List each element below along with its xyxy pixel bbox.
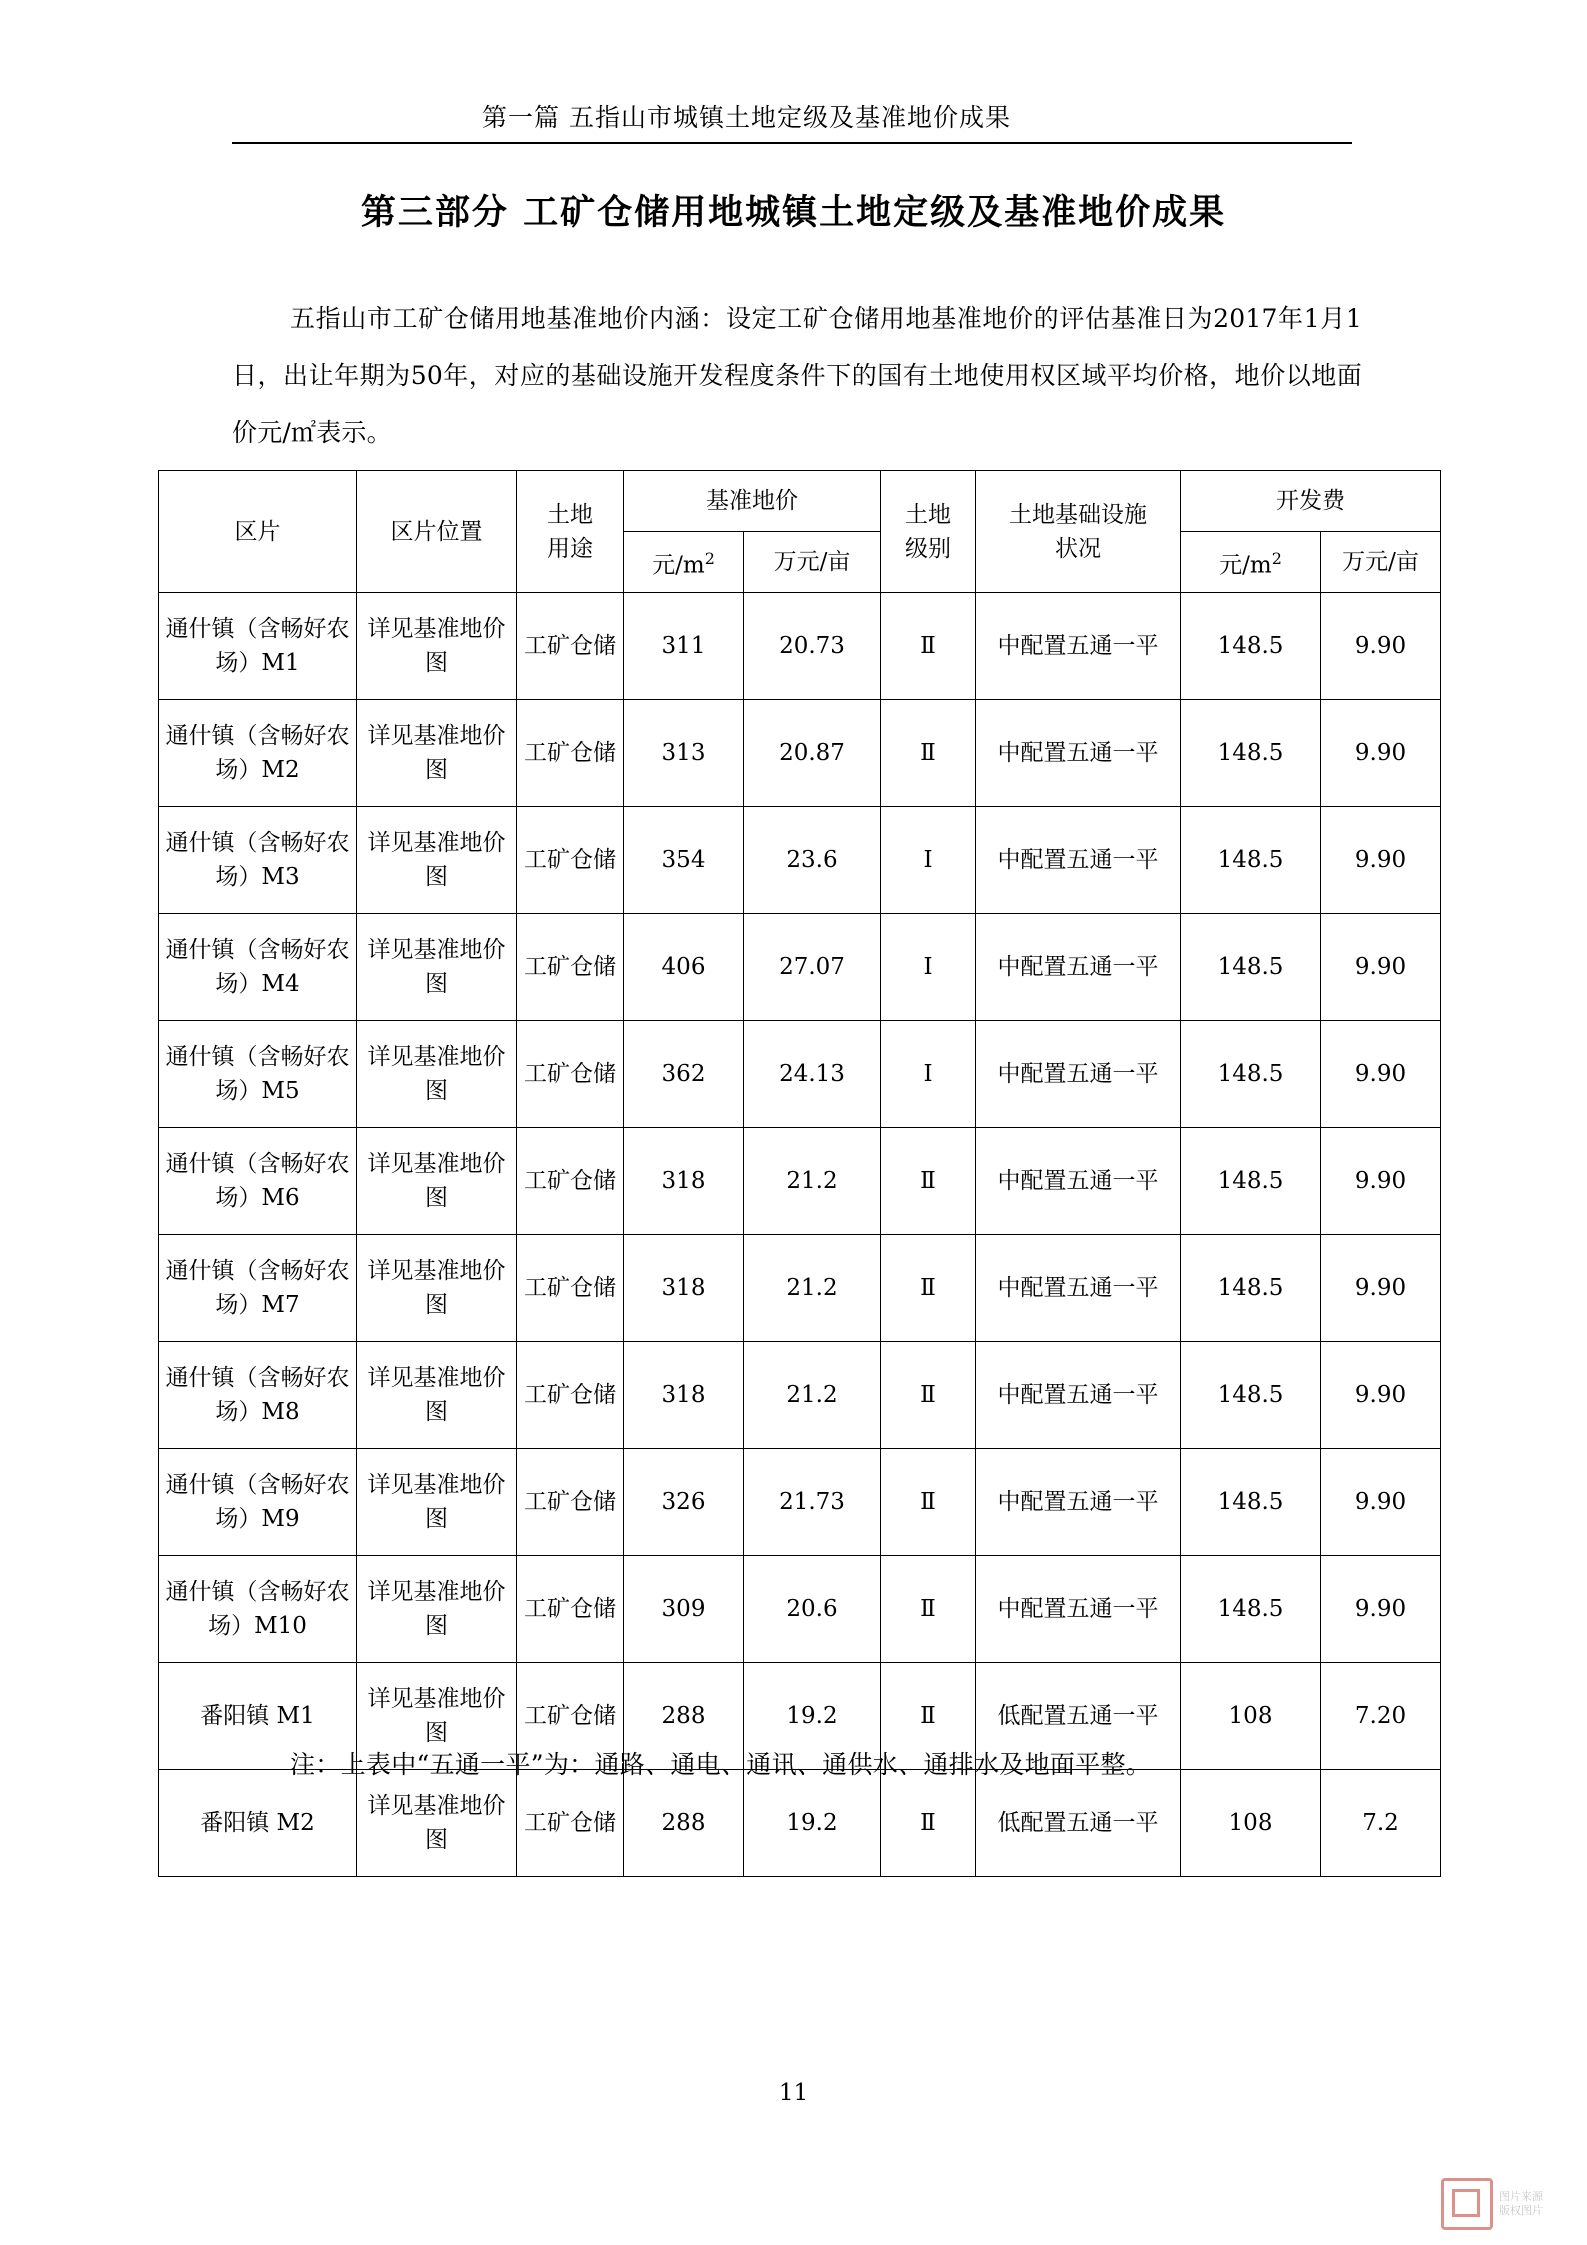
cell-price-per-mu: 20.87: [744, 700, 881, 807]
cell-fee-per-sqm: 108: [1181, 1770, 1321, 1877]
cell-price-per-sqm: 311: [624, 593, 744, 700]
cell-location: 详见基准地价图: [357, 1449, 517, 1556]
table-row: [159, 1235, 1441, 1342]
th-fee-per-sqm-sup: 2: [1271, 548, 1282, 568]
th-benchmark-price: 基准地价: [624, 471, 881, 532]
table-header-row-1: [159, 471, 1441, 532]
cell-land-use: 工矿仓储: [517, 1021, 624, 1128]
cell-grade: Ⅱ: [881, 1449, 976, 1556]
th-district: 区片: [159, 471, 357, 593]
cell-fee-per-mu: 9.90: [1321, 1235, 1441, 1342]
th-land-use-l1: 土地: [547, 501, 593, 528]
cell-price-per-mu: 19.2: [744, 1770, 881, 1877]
cell-land-use: 工矿仓储: [517, 1128, 624, 1235]
cell-land-use: 工矿仓储: [517, 1770, 624, 1877]
cell-location: 详见基准地价图: [357, 593, 517, 700]
cell-district: 番阳镇 M1: [159, 1663, 357, 1770]
cell-infrastructure: 低配置五通一平: [976, 1663, 1181, 1770]
running-header: [232, 98, 1352, 144]
cell-land-use: 工矿仓储: [517, 914, 624, 1021]
th-land-grade-l1: 土地: [905, 501, 951, 528]
cell-price-per-sqm: 354: [624, 807, 744, 914]
intro-paragraph: 五指山市工矿仓储用地基准地价内涵：设定工矿仓储用地基准地价的评估基准日为2017年1月1日，出让年期为50年，对应的基础设施开发程度条件下的国有土地使用权区域平均价格，地价以地面价元/㎡表示。: [232, 304, 1362, 447]
th-infrastructure-l1: 土地基础设施: [1009, 501, 1147, 528]
cell-location: 详见基准地价图: [357, 807, 517, 914]
th-price-per-sqm-sup: 2: [704, 548, 715, 568]
cell-fee-per-sqm: 148.5: [1181, 593, 1321, 700]
cell-fee-per-mu: 9.90: [1321, 1128, 1441, 1235]
table-note: 注：上表中“五通一平”为：通路、通电、通讯、通供水、通排水及地面平整。: [290, 1750, 1152, 1779]
cell-grade: Ⅱ: [881, 1556, 976, 1663]
cell-fee-per-sqm: 148.5: [1181, 1556, 1321, 1663]
cell-location: 详见基准地价图: [357, 1128, 517, 1235]
page-number: 11: [778, 2080, 809, 2106]
cell-land-use: 工矿仓储: [517, 1342, 624, 1449]
cell-fee-per-mu: 9.90: [1321, 914, 1441, 1021]
watermark-stamp: [1441, 2177, 1569, 2231]
cell-price-per-mu: 21.73: [744, 1449, 881, 1556]
cell-district: 通什镇（含畅好农场）M4: [159, 914, 357, 1021]
cell-price-per-sqm: 362: [624, 1021, 744, 1128]
cell-district: 通什镇（含畅好农场）M8: [159, 1342, 357, 1449]
cell-district: 通什镇（含畅好农场）M1: [159, 593, 357, 700]
cell-land-use: 工矿仓储: [517, 807, 624, 914]
table-row: [159, 807, 1441, 914]
cell-fee-per-sqm: 108: [1181, 1663, 1321, 1770]
th-infrastructure: [976, 471, 1181, 593]
cell-district: 通什镇（含畅好农场）M3: [159, 807, 357, 914]
th-price-per-sqm: [624, 532, 744, 593]
table-row: [159, 914, 1441, 1021]
cell-location: 详见基准地价图: [357, 700, 517, 807]
cell-grade: Ⅰ: [881, 914, 976, 1021]
cell-price-per-mu: 21.2: [744, 1128, 881, 1235]
cell-district: 通什镇（含畅好农场）M5: [159, 1021, 357, 1128]
cell-price-per-sqm: 406: [624, 914, 744, 1021]
cell-infrastructure: 中配置五通一平: [976, 1021, 1181, 1128]
cell-price-per-mu: 20.73: [744, 593, 881, 700]
watermark-icon: [1441, 2178, 1493, 2230]
watermark-line1: 图片来源: [1499, 2190, 1543, 2203]
cell-location: 详见基准地价图: [357, 1556, 517, 1663]
cell-land-use: 工矿仓储: [517, 1235, 624, 1342]
running-header-text: 第一篇 五指山市城镇土地定级及基准地价成果: [482, 103, 1011, 132]
cell-infrastructure: 中配置五通一平: [976, 914, 1181, 1021]
cell-location: 详见基准地价图: [357, 914, 517, 1021]
watermark-line2: 版权图片: [1499, 2204, 1543, 2217]
cell-district: 通什镇（含畅好农场）M9: [159, 1449, 357, 1556]
cell-location: 详见基准地价图: [357, 1021, 517, 1128]
cell-location: 详见基准地价图: [357, 1770, 517, 1877]
cell-infrastructure: 低配置五通一平: [976, 1770, 1181, 1877]
cell-land-use: 工矿仓储: [517, 1663, 624, 1770]
cell-grade: Ⅰ: [881, 1021, 976, 1128]
cell-price-per-sqm: 318: [624, 1342, 744, 1449]
th-price-per-sqm-text: 元/m: [652, 552, 705, 579]
cell-price-per-mu: 24.13: [744, 1021, 881, 1128]
cell-infrastructure: 中配置五通一平: [976, 1556, 1181, 1663]
cell-fee-per-mu: 9.90: [1321, 700, 1441, 807]
cell-district: 通什镇（含畅好农场）M7: [159, 1235, 357, 1342]
cell-price-per-sqm: 313: [624, 700, 744, 807]
header-divider: [232, 142, 1352, 144]
cell-grade: Ⅰ: [881, 807, 976, 914]
cell-fee-per-mu: 9.90: [1321, 1342, 1441, 1449]
cell-price-per-sqm: 318: [624, 1235, 744, 1342]
cell-fee-per-sqm: 148.5: [1181, 1449, 1321, 1556]
cell-fee-per-sqm: 148.5: [1181, 1021, 1321, 1128]
cell-land-use: 工矿仓储: [517, 1556, 624, 1663]
cell-location: 详见基准地价图: [357, 1342, 517, 1449]
cell-infrastructure: 中配置五通一平: [976, 807, 1181, 914]
page-title: 第三部分 工矿仓储用地城镇土地定级及基准地价成果: [360, 192, 1227, 233]
benchmark-price-table: [158, 470, 1441, 1877]
cell-fee-per-sqm: 148.5: [1181, 914, 1321, 1021]
cell-grade: Ⅱ: [881, 700, 976, 807]
cell-price-per-mu: 27.07: [744, 914, 881, 1021]
cell-infrastructure: 中配置五通一平: [976, 593, 1181, 700]
cell-fee-per-mu: 7.20: [1321, 1663, 1441, 1770]
th-fee-per-sqm: [1181, 532, 1321, 593]
cell-infrastructure: 中配置五通一平: [976, 700, 1181, 807]
table-row: [159, 700, 1441, 807]
cell-grade: Ⅱ: [881, 593, 976, 700]
cell-grade: Ⅱ: [881, 1128, 976, 1235]
cell-grade: Ⅱ: [881, 1342, 976, 1449]
cell-fee-per-sqm: 148.5: [1181, 700, 1321, 807]
cell-land-use: 工矿仓储: [517, 700, 624, 807]
table-row: [159, 1021, 1441, 1128]
th-land-use-l2: 用途: [547, 535, 593, 562]
cell-fee-per-sqm: 148.5: [1181, 1128, 1321, 1235]
cell-infrastructure: 中配置五通一平: [976, 1235, 1181, 1342]
cell-price-per-sqm: 288: [624, 1663, 744, 1770]
table-body: [159, 593, 1441, 1877]
cell-infrastructure: 中配置五通一平: [976, 1128, 1181, 1235]
table-row: [159, 1556, 1441, 1663]
cell-fee-per-sqm: 148.5: [1181, 1342, 1321, 1449]
cell-price-per-mu: 21.2: [744, 1342, 881, 1449]
th-land-grade-l2: 级别: [905, 535, 951, 562]
cell-price-per-mu: 20.6: [744, 1556, 881, 1663]
cell-price-per-sqm: 326: [624, 1449, 744, 1556]
th-development-fee: 开发费: [1181, 471, 1441, 532]
cell-price-per-mu: 23.6: [744, 807, 881, 914]
cell-fee-per-sqm: 148.5: [1181, 807, 1321, 914]
th-fee-per-mu: 万元/亩: [1321, 532, 1441, 593]
cell-grade: Ⅱ: [881, 1663, 976, 1770]
table-row: [159, 1342, 1441, 1449]
th-land-use: [517, 471, 624, 593]
cell-district: 通什镇（含畅好农场）M2: [159, 700, 357, 807]
cell-fee-per-mu: 7.2: [1321, 1770, 1441, 1877]
cell-price-per-mu: 21.2: [744, 1235, 881, 1342]
table-row: [159, 593, 1441, 700]
cell-land-use: 工矿仓储: [517, 1449, 624, 1556]
cell-land-use: 工矿仓储: [517, 593, 624, 700]
cell-grade: Ⅱ: [881, 1770, 976, 1877]
cell-location: 详见基准地价图: [357, 1235, 517, 1342]
cell-infrastructure: 中配置五通一平: [976, 1342, 1181, 1449]
watermark-text: [1499, 2190, 1543, 2218]
cell-price-per-sqm: 288: [624, 1770, 744, 1877]
cell-district: 通什镇（含畅好农场）M10: [159, 1556, 357, 1663]
cell-district: 通什镇（含畅好农场）M6: [159, 1128, 357, 1235]
th-fee-per-sqm-text: 元/m: [1219, 552, 1272, 579]
cell-fee-per-mu: 9.90: [1321, 1021, 1441, 1128]
cell-fee-per-mu: 9.90: [1321, 593, 1441, 700]
cell-location: 详见基准地价图: [357, 1663, 517, 1770]
table-row: [159, 1770, 1441, 1877]
cell-fee-per-mu: 9.90: [1321, 807, 1441, 914]
table-row: [159, 1449, 1441, 1556]
cell-infrastructure: 中配置五通一平: [976, 1449, 1181, 1556]
benchmark-price-table-wrap: [158, 470, 1419, 1877]
table-row: [159, 1128, 1441, 1235]
cell-grade: Ⅱ: [881, 1235, 976, 1342]
th-land-grade: [881, 471, 976, 593]
th-location: 区片位置: [357, 471, 517, 593]
cell-district: 番阳镇 M2: [159, 1770, 357, 1877]
cell-fee-per-sqm: 148.5: [1181, 1235, 1321, 1342]
cell-price-per-sqm: 318: [624, 1128, 744, 1235]
th-price-per-mu: 万元/亩: [744, 532, 881, 593]
cell-price-per-mu: 19.2: [744, 1663, 881, 1770]
cell-fee-per-mu: 9.90: [1321, 1449, 1441, 1556]
cell-fee-per-mu: 9.90: [1321, 1556, 1441, 1663]
th-infrastructure-l2: 状况: [1055, 535, 1101, 562]
cell-price-per-sqm: 309: [624, 1556, 744, 1663]
